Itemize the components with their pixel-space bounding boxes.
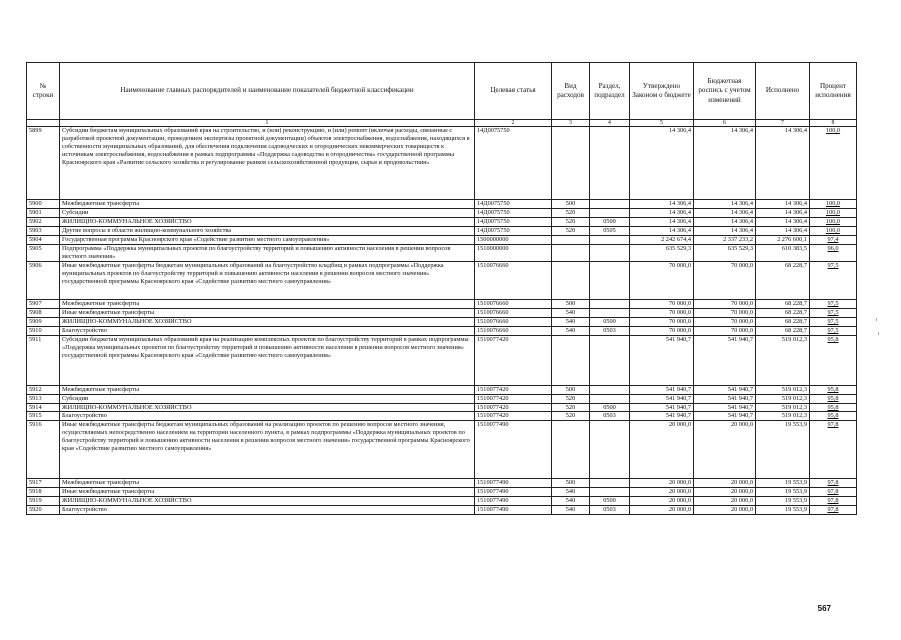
target-item-code: 1510077490 xyxy=(475,479,552,488)
expense-type: 540 xyxy=(552,488,590,497)
approved-amount: 70 000,0 xyxy=(630,261,694,299)
expense-type xyxy=(552,335,590,385)
row-name: Межбюджетные трансферты xyxy=(60,385,475,394)
execution-percent: 95,8 xyxy=(810,335,857,385)
row-number: 5913 xyxy=(27,394,60,403)
budget-plan-amount: 20 000,0 xyxy=(694,421,756,479)
col-number: 4 xyxy=(590,120,630,127)
header-executed: Исполнено xyxy=(756,63,810,120)
target-item-code: 1510077490 xyxy=(475,421,552,479)
budget-plan-amount: 14 306,4 xyxy=(694,127,756,200)
table-row xyxy=(27,403,857,412)
target-item-code: 1500000000 xyxy=(475,236,552,245)
row-name: Межбюджетные трансферты xyxy=(60,200,475,209)
row-name: ЖИЛИЩНО-КОММУНАЛЬНОЕ ХОЗЯЙСТВО xyxy=(60,317,475,326)
budget-plan-amount: 70 000,0 xyxy=(694,326,756,335)
row-number: 5903 xyxy=(27,227,60,236)
table-header xyxy=(27,63,857,127)
execution-percent: 100,0 xyxy=(810,218,857,227)
col-number: 5 xyxy=(630,120,694,127)
section-code xyxy=(590,127,630,200)
row-name: Субсидии xyxy=(60,394,475,403)
section-code: 0500 xyxy=(590,403,630,412)
row-number: 5904 xyxy=(27,236,60,245)
col-number: 1 xyxy=(60,120,475,127)
row-name: Иные межбюджетные трансферты бюджетам муниципальных образований на благоустройство кладбищ в рамках подпрограммы «Поддержка муниципальных проектов по благоустройству территорий и повышению активности населения в решении вопросов местного значения» государственной программы Красноярского края «Содействие развитию местного самоуправления» xyxy=(60,261,475,299)
expense-type: 520 xyxy=(552,394,590,403)
budget-plan-amount: 14 306,4 xyxy=(694,209,756,218)
executed-amount: 2 276 600,1 xyxy=(756,236,810,245)
target-item-code: 1510077420 xyxy=(475,394,552,403)
budget-plan-amount: 541 940,7 xyxy=(694,394,756,403)
table-row xyxy=(27,488,857,497)
row-number: 5906 xyxy=(27,261,60,299)
row-number: 5912 xyxy=(27,385,60,394)
row-number: 5917 xyxy=(27,479,60,488)
target-item-code: 1510077490 xyxy=(475,488,552,497)
table-row xyxy=(27,394,857,403)
expense-type: 540 xyxy=(552,506,590,515)
target-item-code: 14Д0075750 xyxy=(475,127,552,200)
header-percent: Процент исполнения xyxy=(810,63,857,120)
table-row xyxy=(27,308,857,317)
executed-amount: 519 012,3 xyxy=(756,412,810,421)
approved-amount: 20 000,0 xyxy=(630,497,694,506)
row-number: 5902 xyxy=(27,218,60,227)
header-budget-plan: Бюджетная роспись с учетом изменений xyxy=(694,63,756,120)
executed-amount: 14 306,4 xyxy=(756,218,810,227)
executed-amount: 519 012,3 xyxy=(756,403,810,412)
expense-type: 500 xyxy=(552,200,590,209)
approved-amount: 20 000,0 xyxy=(630,506,694,515)
expense-type: 520 xyxy=(552,209,590,218)
target-item-code: 14Д0075750 xyxy=(475,200,552,209)
executed-amount: 14 306,4 xyxy=(756,200,810,209)
section-code xyxy=(590,385,630,394)
table-row xyxy=(27,261,857,299)
section-code xyxy=(590,421,630,479)
budget-plan-amount: 70 000,0 xyxy=(694,308,756,317)
budget-execution-table xyxy=(26,62,857,515)
table-row xyxy=(27,227,857,236)
budget-plan-amount: 541 940,7 xyxy=(694,403,756,412)
target-item-code: 1510076660 xyxy=(475,299,552,308)
budget-plan-amount: 20 000,0 xyxy=(694,497,756,506)
budget-plan-amount: 14 306,4 xyxy=(694,227,756,236)
budget-plan-amount: 14 306,4 xyxy=(694,200,756,209)
expense-type xyxy=(552,244,590,261)
executed-amount: 19 553,9 xyxy=(756,421,810,479)
row-name: ЖИЛИЩНО-КОММУНАЛЬНОЕ ХОЗЯЙСТВО xyxy=(60,497,475,506)
target-item-code: 1510077420 xyxy=(475,412,552,421)
execution-percent: 96,0 xyxy=(810,244,857,261)
header-section: Раздел, подраздел xyxy=(590,63,630,120)
target-item-code: 1510076660 xyxy=(475,326,552,335)
section-code: 0500 xyxy=(590,218,630,227)
row-number: 5918 xyxy=(27,488,60,497)
target-item-code: 1510076660 xyxy=(475,317,552,326)
target-item-code: 1510077490 xyxy=(475,506,552,515)
section-code xyxy=(590,479,630,488)
approved-amount: 635 529,3 xyxy=(630,244,694,261)
expense-type: 520 xyxy=(552,227,590,236)
target-item-code: 1510077420 xyxy=(475,385,552,394)
row-number: 5901 xyxy=(27,209,60,218)
executed-amount: 19 553,9 xyxy=(756,497,810,506)
section-code: 0503 xyxy=(590,506,630,515)
section-code xyxy=(590,394,630,403)
executed-amount: 19 553,9 xyxy=(756,488,810,497)
column-numbers-row xyxy=(27,120,857,127)
target-item-code: 1510076660 xyxy=(475,308,552,317)
scan-mark xyxy=(876,318,877,321)
expense-type: 540 xyxy=(552,308,590,317)
row-number: 5907 xyxy=(27,299,60,308)
execution-percent: 97,5 xyxy=(810,261,857,299)
row-name: Государственная программа Красноярского края «Содействие развитию местного самоуправления» xyxy=(60,236,475,245)
expense-type xyxy=(552,127,590,200)
budget-plan-amount: 541 940,7 xyxy=(694,385,756,394)
row-name: Субсидии бюджетам муниципальных образований края на реализацию комплексных проектов по благоустройству территорий в рамках подпрограммы «Поддержка муниципальных проектов по благоустройству территорий и повышению активности населения в решении вопросов местного значения» государственной программы Красноярского края «Содействие развитию местного самоуправления» xyxy=(60,335,475,385)
approved-amount: 70 000,0 xyxy=(630,326,694,335)
row-name: Иные межбюджетные трансферты бюджетам муниципальных образований на реализацию проектов по решению вопросов местного значения, осуществляемых непосредственно населением на территории населенного пункта, в рамках подпрограммы «Поддержка муниципальных проектов по благоустройству территорий и повышению активности населения в решении вопросов местного значения» государственной программы Красноярского края «Содействие развитию местного самоуправления» xyxy=(60,421,475,479)
expense-type xyxy=(552,261,590,299)
expense-type: 540 xyxy=(552,497,590,506)
table-body xyxy=(27,127,857,515)
executed-amount: 519 012,3 xyxy=(756,385,810,394)
row-number: 5919 xyxy=(27,497,60,506)
section-code xyxy=(590,209,630,218)
approved-amount: 20 000,0 xyxy=(630,421,694,479)
header-target-item: Целевая статья xyxy=(475,63,552,120)
execution-percent: 97,8 xyxy=(810,421,857,479)
row-number: 5920 xyxy=(27,506,60,515)
budget-plan-amount: 20 000,0 xyxy=(694,506,756,515)
section-code xyxy=(590,200,630,209)
expense-type: 540 xyxy=(552,326,590,335)
executed-amount: 14 306,4 xyxy=(756,209,810,218)
approved-amount: 70 000,0 xyxy=(630,299,694,308)
section-code: 0505 xyxy=(590,227,630,236)
table-row xyxy=(27,326,857,335)
table-row xyxy=(27,385,857,394)
execution-percent: 100,0 xyxy=(810,227,857,236)
row-name: Подпрограмма «Поддержка муниципальных проектов по благоустройству территорий и повышению активности населения в решении вопросов местного значения» xyxy=(60,244,475,261)
approved-amount: 14 306,4 xyxy=(630,227,694,236)
section-code: 0500 xyxy=(590,317,630,326)
budget-plan-amount: 70 000,0 xyxy=(694,261,756,299)
expense-type: 520 xyxy=(552,412,590,421)
table-row xyxy=(27,506,857,515)
budget-plan-amount: 635 529,3 xyxy=(694,244,756,261)
executed-amount: 19 553,9 xyxy=(756,479,810,488)
row-number: 5900 xyxy=(27,200,60,209)
approved-amount: 14 306,4 xyxy=(630,200,694,209)
executed-amount: 610 383,5 xyxy=(756,244,810,261)
expense-type: 520 xyxy=(552,403,590,412)
expense-type xyxy=(552,236,590,245)
execution-percent: 95,8 xyxy=(810,385,857,394)
section-code xyxy=(590,261,630,299)
header-expense-type: Вид расходов xyxy=(552,63,590,120)
execution-percent: 95,8 xyxy=(810,394,857,403)
executed-amount: 68 228,7 xyxy=(756,261,810,299)
execution-percent: 100,0 xyxy=(810,209,857,218)
table-row xyxy=(27,421,857,479)
execution-percent: 97,5 xyxy=(810,326,857,335)
row-number: 5899 xyxy=(27,127,60,200)
header-approved: Утверждено Законом о бюджете xyxy=(630,63,694,120)
section-code xyxy=(590,308,630,317)
execution-percent: 97,8 xyxy=(810,506,857,515)
row-name: ЖИЛИЩНО-КОММУНАЛЬНОЕ ХОЗЯЙСТВО xyxy=(60,403,475,412)
executed-amount: 68 228,7 xyxy=(756,308,810,317)
section-code: 0503 xyxy=(590,326,630,335)
approved-amount: 541 940,7 xyxy=(630,403,694,412)
approved-amount: 541 940,7 xyxy=(630,394,694,403)
execution-percent: 97,5 xyxy=(810,299,857,308)
col-number xyxy=(27,120,60,127)
execution-percent: 97,8 xyxy=(810,479,857,488)
target-item-code: 1510000000 xyxy=(475,244,552,261)
approved-amount: 541 940,7 xyxy=(630,412,694,421)
target-item-code: 14Д0075750 xyxy=(475,209,552,218)
table-row xyxy=(27,209,857,218)
header-row-number: № строки xyxy=(27,63,60,120)
approved-amount: 20 000,0 xyxy=(630,479,694,488)
budget-plan-amount: 2 337 233,2 xyxy=(694,236,756,245)
execution-percent: 100,0 xyxy=(810,200,857,209)
executed-amount: 19 553,9 xyxy=(756,506,810,515)
executed-amount: 68 228,7 xyxy=(756,326,810,335)
expense-type: 500 xyxy=(552,299,590,308)
row-number: 5916 xyxy=(27,421,60,479)
table-row xyxy=(27,299,857,308)
table-row xyxy=(27,200,857,209)
row-number: 5915 xyxy=(27,412,60,421)
row-name: Субсидии бюджетам муниципальных образований края на строительство, и (или) реконструкцию, и (или) ремонт (включая расходы, связанные с разработкой проектной документации, проведением экспертизы проектной документации) объектов электроснабжения, водоснабжения, находящихся в собственности муниципальных образований, для обеспечения подключения садоводческих и огороднических некоммерческих товариществ к источникам электроснабжения, водоснабжения в рамках подпрограммы «Поддержка садоводства и огородничества» государственной программы Красноярского края «Развитие сельского хозяйства и регулирование рынков сельскохозяйственной продукции, сырья и продовольствия» xyxy=(60,127,475,200)
approved-amount: 14 306,4 xyxy=(630,127,694,200)
expense-type: 540 xyxy=(552,317,590,326)
expense-type xyxy=(552,421,590,479)
budget-plan-amount: 14 306,4 xyxy=(694,218,756,227)
section-code xyxy=(590,335,630,385)
table-row xyxy=(27,497,857,506)
section-code xyxy=(590,236,630,245)
target-item-code: 1510077420 xyxy=(475,403,552,412)
row-name: Благоустройство xyxy=(60,506,475,515)
section-code xyxy=(590,488,630,497)
row-name: Межбюджетные трансферты xyxy=(60,299,475,308)
executed-amount: 14 306,4 xyxy=(756,227,810,236)
execution-percent: 97,8 xyxy=(810,497,857,506)
row-number: 5905 xyxy=(27,244,60,261)
col-number: 2 xyxy=(475,120,552,127)
budget-plan-amount: 20 000,0 xyxy=(694,488,756,497)
row-name: ЖИЛИЩНО-КОММУНАЛЬНОЕ ХОЗЯЙСТВО xyxy=(60,218,475,227)
executed-amount: 519 012,3 xyxy=(756,394,810,403)
execution-percent: 95,8 xyxy=(810,403,857,412)
page-number: 567 xyxy=(817,604,831,613)
section-code: 0500 xyxy=(590,497,630,506)
budget-plan-amount: 70 000,0 xyxy=(694,317,756,326)
row-number: 5910 xyxy=(27,326,60,335)
approved-amount: 541 940,7 xyxy=(630,335,694,385)
expense-type: 500 xyxy=(552,479,590,488)
expense-type: 500 xyxy=(552,385,590,394)
budget-plan-amount: 541 940,7 xyxy=(694,335,756,385)
executed-amount: 14 306,4 xyxy=(756,127,810,200)
budget-plan-amount: 541 940,7 xyxy=(694,412,756,421)
row-name: Иные межбюджетные трансферты xyxy=(60,488,475,497)
row-name: Иные межбюджетные трансферты xyxy=(60,308,475,317)
row-name: Другие вопросы в области жилищно-коммунального хозяйства xyxy=(60,227,475,236)
execution-percent: 97,8 xyxy=(810,488,857,497)
target-item-code: 1510077490 xyxy=(475,497,552,506)
budget-plan-amount: 20 000,0 xyxy=(694,479,756,488)
col-number: 3 xyxy=(552,120,590,127)
approved-amount: 20 000,0 xyxy=(630,488,694,497)
table-row xyxy=(27,218,857,227)
executed-amount: 519 012,3 xyxy=(756,335,810,385)
table-row xyxy=(27,244,857,261)
row-name: Субсидии xyxy=(60,209,475,218)
row-name: Межбюджетные трансферты xyxy=(60,479,475,488)
target-item-code: 14Д0075750 xyxy=(475,227,552,236)
execution-percent: 95,8 xyxy=(810,412,857,421)
approved-amount: 541 940,7 xyxy=(630,385,694,394)
table-row xyxy=(27,335,857,385)
target-item-code: 14Д0075750 xyxy=(475,218,552,227)
col-number: 7 xyxy=(756,120,810,127)
target-item-code: 1510077420 xyxy=(475,335,552,385)
row-name: Благоустройство xyxy=(60,412,475,421)
col-number: 6 xyxy=(694,120,756,127)
execution-percent: 97,5 xyxy=(810,308,857,317)
budget-plan-amount: 70 000,0 xyxy=(694,299,756,308)
row-number: 5909 xyxy=(27,317,60,326)
approved-amount: 2 242 674,4 xyxy=(630,236,694,245)
table-row xyxy=(27,317,857,326)
approved-amount: 14 306,4 xyxy=(630,209,694,218)
section-code: 0503 xyxy=(590,412,630,421)
col-number: 8 xyxy=(810,120,857,127)
table-row xyxy=(27,127,857,200)
execution-percent: 97,4 xyxy=(810,236,857,245)
execution-percent: 100,0 xyxy=(810,127,857,200)
table-row xyxy=(27,479,857,488)
expense-type: 520 xyxy=(552,218,590,227)
row-name: Благоустройство xyxy=(60,326,475,335)
executed-amount: 68 228,7 xyxy=(756,299,810,308)
section-code xyxy=(590,244,630,261)
executed-amount: 68 228,7 xyxy=(756,317,810,326)
approved-amount: 14 306,4 xyxy=(630,218,694,227)
approved-amount: 70 000,0 xyxy=(630,308,694,317)
table-row xyxy=(27,412,857,421)
row-number: 5914 xyxy=(27,403,60,412)
table-row xyxy=(27,236,857,245)
target-item-code: 1510076660 xyxy=(475,261,552,299)
row-number: 5908 xyxy=(27,308,60,317)
approved-amount: 70 000,0 xyxy=(630,317,694,326)
header-name: Наименование главных распорядителей и наименование показателей бюджетной классификации xyxy=(60,63,475,120)
row-number: 5911 xyxy=(27,335,60,385)
scan-mark xyxy=(878,332,879,335)
section-code xyxy=(590,299,630,308)
execution-percent: 97,5 xyxy=(810,317,857,326)
